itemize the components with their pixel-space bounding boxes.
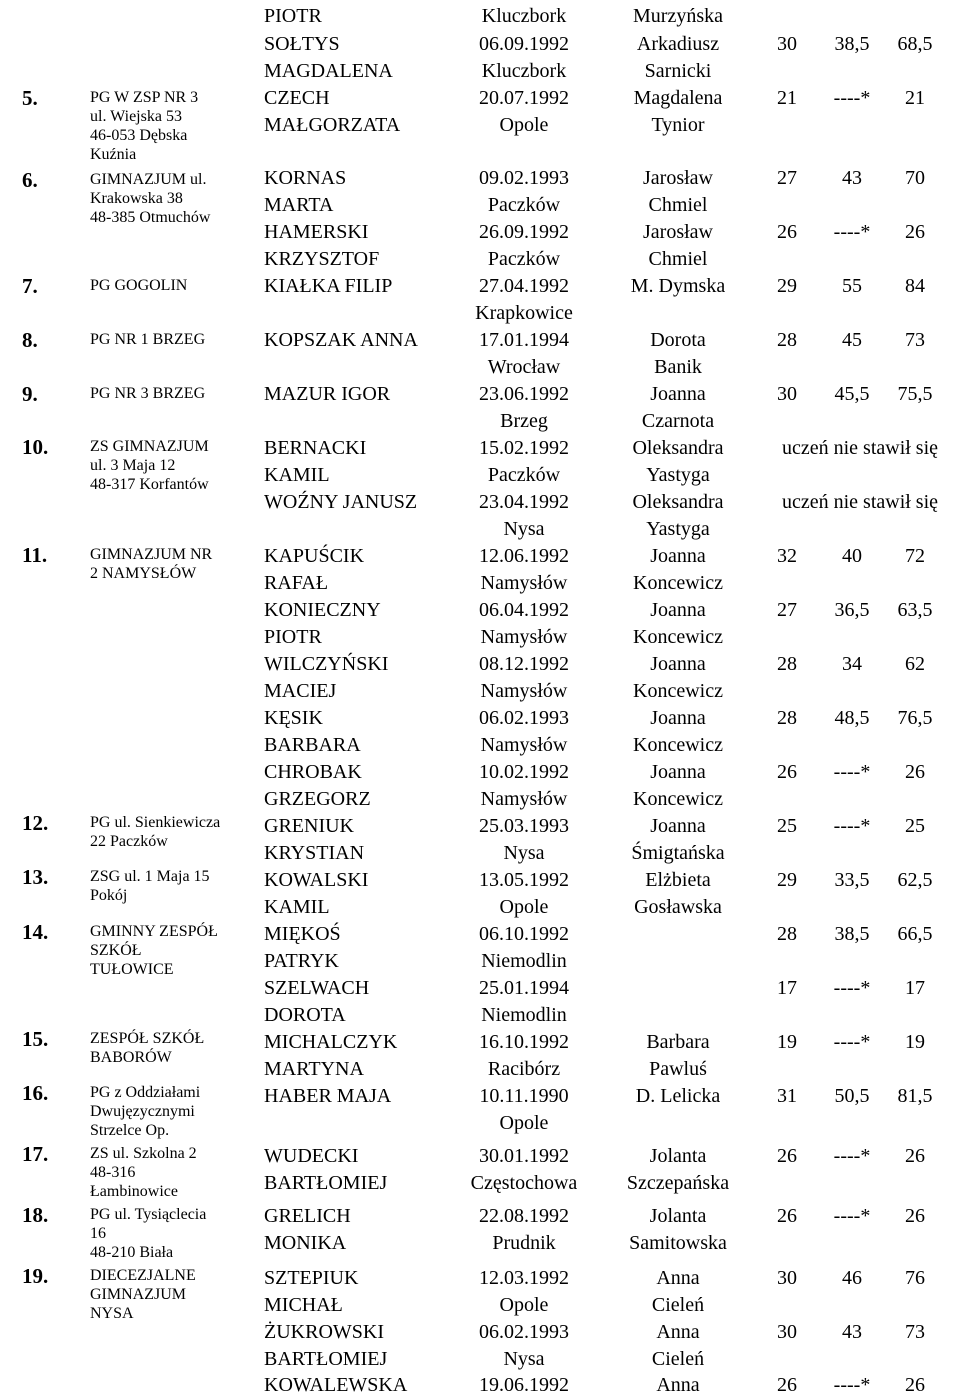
score-total: 70 [905, 167, 925, 189]
teacher-name: Koncewicz [633, 626, 723, 648]
score-stage-2: 34 [842, 653, 862, 675]
score-total: 73 [905, 1321, 925, 1343]
birth-place: Kluczbork [481, 60, 567, 82]
student-name: DOROTA [264, 1004, 346, 1026]
birth-date: 23.06.1992 [479, 383, 569, 405]
student-name: WOŹNY JANUSZ [264, 491, 418, 513]
student-name: MONIKA [264, 1232, 347, 1254]
birth-place: Opole [499, 896, 549, 918]
student-name: KAMIL [264, 464, 330, 486]
birth-place: Opole [499, 1294, 549, 1316]
teacher-name: Anna [656, 1267, 700, 1289]
teacher-name: Czarnota [641, 410, 715, 432]
score-stage-1: 28 [777, 707, 797, 729]
teacher-name: Joanna [650, 653, 706, 675]
school-line: PG z Oddziałami [90, 1084, 201, 1101]
score-stage-2: ----* [833, 1145, 871, 1167]
student-name: SZELWACH [264, 977, 370, 999]
birth-place: Namysłów [480, 680, 568, 702]
birth-date: 06.04.1992 [479, 599, 569, 621]
teacher-name: Oleksandra [632, 491, 724, 513]
teacher-name: D. Lelicka [635, 1085, 721, 1107]
birth-date: 10.02.1992 [479, 761, 569, 783]
teacher-name: Banik [654, 356, 702, 378]
birth-date: 16.10.1992 [479, 1031, 569, 1053]
birth-date: 10.11.1990 [479, 1085, 569, 1107]
birth-place: Paczków [487, 194, 561, 216]
score-stage-2: 36,5 [834, 599, 870, 621]
school-line: ul. Wiejska 53 [90, 108, 182, 125]
school-line: TUŁOWICE [90, 961, 174, 978]
teacher-name: Gosławska [634, 896, 722, 918]
school-line: ul. 3 Maja 12 [90, 457, 176, 474]
student-name: PIOTR [264, 626, 322, 648]
birth-date: 06.02.1993 [479, 707, 569, 729]
score-stage-1: 19 [777, 1031, 797, 1053]
score-stage-2: 46 [842, 1267, 862, 1289]
birth-place: Brzeg [500, 410, 548, 432]
student-name: GRENIUK [264, 815, 354, 837]
score-stage-1: 27 [777, 167, 797, 189]
student-name: KRZYSZTOF [264, 248, 380, 270]
score-stage-2: 45,5 [834, 383, 870, 405]
score-total: 26 [905, 761, 925, 783]
birth-date: 06.10.1992 [479, 923, 569, 945]
teacher-name: Cieleń [651, 1348, 705, 1370]
score-stage-2: 55 [842, 275, 862, 297]
student-name: KĘSIK [264, 707, 323, 729]
teacher-name: Murzyńska [633, 5, 723, 27]
score-stage-2: 40 [842, 545, 862, 567]
teacher-name: Oleksandra [632, 437, 724, 459]
birth-date: Kluczbork [481, 5, 567, 27]
student-name: BERNACKI [264, 437, 367, 459]
student-name: KOWALEWSKA [264, 1374, 408, 1396]
birth-date: 27.04.1992 [479, 275, 569, 297]
score-stage-1: 26 [777, 761, 797, 783]
group-number: 18. [22, 1203, 49, 1227]
birth-place: Namysłów [480, 572, 568, 594]
group-number: 5. [22, 86, 38, 110]
school-line: GIMNAZJUM ul. [90, 171, 207, 188]
student-name: SOŁTYS [264, 33, 340, 55]
student-name: MICHAŁ [264, 1294, 343, 1316]
score-total: 75,5 [897, 383, 933, 405]
score-stage-1: 26 [777, 221, 797, 243]
school-line: PG ul. Tysiąclecia [90, 1206, 207, 1223]
teacher-name: Jarosław [643, 221, 713, 243]
school-line: PG W ZSP NR 3 [90, 89, 199, 106]
group-number: 7. [22, 274, 38, 298]
teacher-name: Jolanta [649, 1205, 707, 1227]
student-name: WUDECKI [264, 1145, 359, 1167]
teacher-name: Joanna [650, 707, 706, 729]
score-total: 81,5 [897, 1085, 933, 1107]
birth-place: Częstochowa [470, 1172, 578, 1194]
school-line: 2 NAMYSŁÓW [90, 565, 197, 582]
birth-date: 09.02.1993 [479, 167, 569, 189]
score-stage-2: 38,5 [834, 33, 870, 55]
teacher-name: Arkadiusz [636, 33, 720, 55]
teacher-name: Anna [656, 1321, 700, 1343]
teacher-name: Anna [656, 1374, 700, 1396]
school-line: GIMNAZJUM NR [90, 546, 213, 563]
student-name: MACIEJ [264, 680, 337, 702]
birth-date: 15.02.1992 [479, 437, 569, 459]
score-stage-2: ----* [833, 1031, 871, 1053]
group-number: 16. [22, 1081, 49, 1105]
teacher-name: Joanna [650, 815, 706, 837]
student-name: MAZUR IGOR [264, 383, 391, 405]
score-stage-1: 28 [777, 923, 797, 945]
birth-place: Niemodlin [481, 950, 567, 972]
student-name: MIĘKOŚ [264, 923, 341, 945]
group-number: 12. [22, 811, 49, 835]
score-total: 26 [905, 1374, 925, 1396]
group-number: 19. [22, 1264, 49, 1288]
teacher-name: Jarosław [643, 167, 713, 189]
score-stage-1: 29 [777, 275, 797, 297]
teacher-name: Szczepańska [626, 1172, 730, 1194]
score-total: 26 [905, 221, 925, 243]
group-number: 10. [22, 435, 49, 459]
student-name: RAFAŁ [264, 572, 329, 594]
score-total: 19 [905, 1031, 925, 1053]
score-total: 68,5 [897, 33, 933, 55]
score-stage-1: 26 [777, 1374, 797, 1396]
teacher-name: Joanna [650, 761, 706, 783]
student-name: GRZEGORZ [264, 788, 371, 810]
birth-place: Namysłów [480, 734, 568, 756]
birth-place: Nysa [503, 842, 545, 864]
school-line: PG ul. Sienkiewicza [90, 814, 221, 831]
school-line: GIMNAZJUM [90, 1286, 186, 1303]
school-line: PG NR 1 BRZEG [90, 331, 206, 348]
score-total: 73 [905, 329, 925, 351]
teacher-name: Koncewicz [633, 680, 723, 702]
birth-place: Nysa [503, 1348, 545, 1370]
score-stage-1: 21 [777, 87, 797, 109]
school-line: Krakowska 38 [90, 190, 183, 207]
score-stage-1: 29 [777, 869, 797, 891]
student-name: KONIECZNY [264, 599, 381, 621]
school-line: SZKÓŁ [90, 942, 142, 959]
score-stage-1: 31 [777, 1085, 797, 1107]
birth-date: 13.05.1992 [479, 869, 569, 891]
birth-date: 17.01.1994 [479, 329, 569, 351]
score-stage-2: ----* [833, 1374, 871, 1396]
group-number: 6. [22, 168, 38, 192]
birth-place: Namysłów [480, 788, 568, 810]
student-name: ŻUKROWSKI [264, 1321, 384, 1343]
teacher-name: Joanna [650, 383, 706, 405]
school-line: 48-385 Otmuchów [90, 209, 211, 226]
student-name: BARTŁOMIEJ [264, 1348, 388, 1370]
student-name: CHROBAK [264, 761, 362, 783]
score-total: 26 [905, 1205, 925, 1227]
score-stage-2: 43 [842, 167, 862, 189]
birth-date: 08.12.1992 [479, 653, 569, 675]
score-stage-2: ----* [833, 761, 871, 783]
birth-place: Krapkowice [475, 302, 573, 324]
score-total: 76 [905, 1267, 925, 1289]
birth-date: 25.01.1994 [479, 977, 569, 999]
score-total: 21 [905, 87, 925, 109]
birth-place: Racibórz [487, 1058, 561, 1080]
group-number: 17. [22, 1142, 49, 1166]
school-line: DIECEZJALNE [90, 1267, 196, 1284]
birth-date: 30.01.1992 [479, 1145, 569, 1167]
student-name: SZTEPIUK [264, 1267, 359, 1289]
school-line: NYSA [90, 1305, 134, 1322]
birth-date: 23.04.1992 [479, 491, 569, 513]
teacher-name: Cieleń [651, 1294, 705, 1316]
student-name: BARTŁOMIEJ [264, 1172, 388, 1194]
score-stage-1: 26 [777, 1145, 797, 1167]
school-line: 48-317 Korfantów [90, 476, 209, 493]
student-name: PATRYK [264, 950, 339, 972]
student-name: MAGDALENA [264, 60, 393, 82]
teacher-name: Yastyga [646, 464, 710, 486]
birth-place: Paczków [487, 464, 561, 486]
score-stage-2: 50,5 [834, 1085, 870, 1107]
teacher-name: Joanna [650, 545, 706, 567]
group-number: 14. [22, 920, 49, 944]
student-name: KOWALSKI [264, 869, 369, 891]
score-total: 62 [905, 653, 925, 675]
score-stage-1: 28 [777, 653, 797, 675]
score-stage-2: ----* [833, 815, 871, 837]
student-name: MICHALCZYK [264, 1031, 398, 1053]
student-name: MARTYNA [264, 1058, 364, 1080]
teacher-name: Dorota [650, 329, 706, 351]
group-number: 15. [22, 1027, 49, 1051]
score-stage-2: ----* [833, 1205, 871, 1227]
teacher-name: Chmiel [648, 248, 708, 270]
birth-place: Niemodlin [481, 1004, 567, 1026]
school-line: ZS ul. Szkolna 2 [90, 1145, 197, 1162]
school-line: PG NR 3 BRZEG [90, 385, 206, 402]
score-total: 63,5 [897, 599, 933, 621]
score-total: 66,5 [897, 923, 933, 945]
school-line: 48-210 Biała [90, 1244, 174, 1261]
score-stage-1: 28 [777, 329, 797, 351]
birth-place: Opole [499, 114, 549, 136]
score-stage-1: 26 [777, 1205, 797, 1227]
school-line: PG GOGOLIN [90, 277, 188, 294]
score-total: 72 [905, 545, 925, 567]
score-stage-2: ----* [833, 87, 871, 109]
score-stage-2: 33,5 [834, 869, 870, 891]
student-name: MAŁGORZATA [264, 114, 401, 136]
school-line: Strzelce Op. [90, 1122, 170, 1139]
student-name: KAMIL [264, 896, 330, 918]
score-stage-2: 48,5 [834, 707, 870, 729]
birth-place: Prudnik [492, 1232, 556, 1254]
score-stage-1: 30 [777, 1267, 797, 1289]
score-stage-1: 27 [777, 599, 797, 621]
score-stage-1: 17 [777, 977, 797, 999]
teacher-name: Barbara [646, 1031, 710, 1053]
birth-date: 25.03.1993 [479, 815, 569, 837]
teacher-name: Magdalena [633, 87, 723, 109]
student-name: BARBARA [264, 734, 361, 756]
birth-date: 26.09.1992 [479, 221, 569, 243]
school-line: Dwujęzycznymi [90, 1103, 195, 1120]
birth-date: 06.02.1993 [479, 1321, 569, 1343]
score-total: 62,5 [897, 869, 933, 891]
score-stage-2: 38,5 [834, 923, 870, 945]
student-name: KORNAS [264, 167, 347, 189]
score-stage-1: 25 [777, 815, 797, 837]
school-line: 46-053 Dębska [90, 127, 188, 144]
score-stage-1: 32 [777, 545, 797, 567]
teacher-name: Pawluś [649, 1058, 707, 1080]
birth-place: Opole [499, 1112, 549, 1134]
student-name: WILCZYŃSKI [264, 653, 389, 675]
group-number: 11. [22, 543, 48, 567]
school-line: 48-316 [90, 1164, 136, 1181]
student-name: CZECH [264, 87, 330, 109]
student-name: KOPSZAK ANNA [264, 329, 418, 351]
birth-date: 06.09.1992 [479, 33, 569, 55]
teacher-name: Jolanta [649, 1145, 707, 1167]
score-stage-1: 30 [777, 33, 797, 55]
student-name: HAMERSKI [264, 221, 369, 243]
student-name: KIAŁKA FILIP [264, 275, 393, 297]
teacher-name: Tynior [651, 114, 705, 136]
score-stage-1: 30 [777, 1321, 797, 1343]
teacher-name: Elżbieta [645, 869, 711, 891]
teacher-name: Śmigtańska [631, 842, 725, 864]
absence-note: uczeń nie stawił się [781, 491, 939, 513]
birth-date: 20.07.1992 [479, 87, 569, 109]
school-line: Kuźnia [90, 146, 137, 163]
birth-place: Nysa [503, 518, 545, 540]
school-line: BABORÓW [90, 1049, 172, 1066]
score-total: 17 [905, 977, 925, 999]
score-stage-2: 45 [842, 329, 862, 351]
score-total: 84 [905, 275, 925, 297]
group-number: 8. [22, 328, 38, 352]
teacher-name: Chmiel [648, 194, 708, 216]
school-line: ZS GIMNAZJUM [90, 438, 209, 455]
teacher-name: Joanna [650, 599, 706, 621]
group-number: 9. [22, 382, 38, 406]
teacher-name: Yastyga [646, 518, 710, 540]
teacher-name: M. Dymska [630, 275, 726, 297]
birth-date: 22.08.1992 [479, 1205, 569, 1227]
school-line: Łambinowice [90, 1183, 178, 1200]
teacher-name: Koncewicz [633, 734, 723, 756]
student-name: HABER MAJA [264, 1085, 392, 1107]
absence-note: uczeń nie stawił się [781, 437, 939, 459]
school-line: Pokój [90, 887, 128, 904]
school-line: ZESPÓŁ SZKÓŁ [90, 1030, 205, 1047]
score-total: 76,5 [897, 707, 933, 729]
score-stage-2: 43 [842, 1321, 862, 1343]
birth-place: Wrocław [487, 356, 561, 378]
school-line: ZSG ul. 1 Maja 15 [90, 868, 210, 885]
student-name: MARTA [264, 194, 334, 216]
score-stage-1: 30 [777, 383, 797, 405]
student-name: PIOTR [264, 5, 322, 27]
teacher-name: Sarnicki [644, 60, 712, 82]
birth-place: Paczków [487, 248, 561, 270]
student-name: KRYSTIAN [264, 842, 365, 864]
school-line: GMINNY ZESPÓŁ [90, 923, 218, 940]
student-name: KAPUŚCIK [264, 545, 365, 567]
group-number: 13. [22, 865, 49, 889]
score-stage-2: ----* [833, 977, 871, 999]
student-name: GRELICH [264, 1205, 351, 1227]
score-total: 26 [905, 1145, 925, 1167]
birth-place: Namysłów [480, 626, 568, 648]
school-line: 22 Paczków [90, 833, 168, 850]
teacher-name: Samitowska [629, 1232, 727, 1254]
teacher-name: Koncewicz [633, 788, 723, 810]
score-stage-2: ----* [833, 221, 871, 243]
birth-date: 12.03.1992 [479, 1267, 569, 1289]
score-total: 25 [905, 815, 925, 837]
birth-date: 19.06.1992 [479, 1374, 569, 1396]
school-line: 16 [90, 1225, 106, 1242]
birth-date: 12.06.1992 [479, 545, 569, 567]
teacher-name: Koncewicz [633, 572, 723, 594]
